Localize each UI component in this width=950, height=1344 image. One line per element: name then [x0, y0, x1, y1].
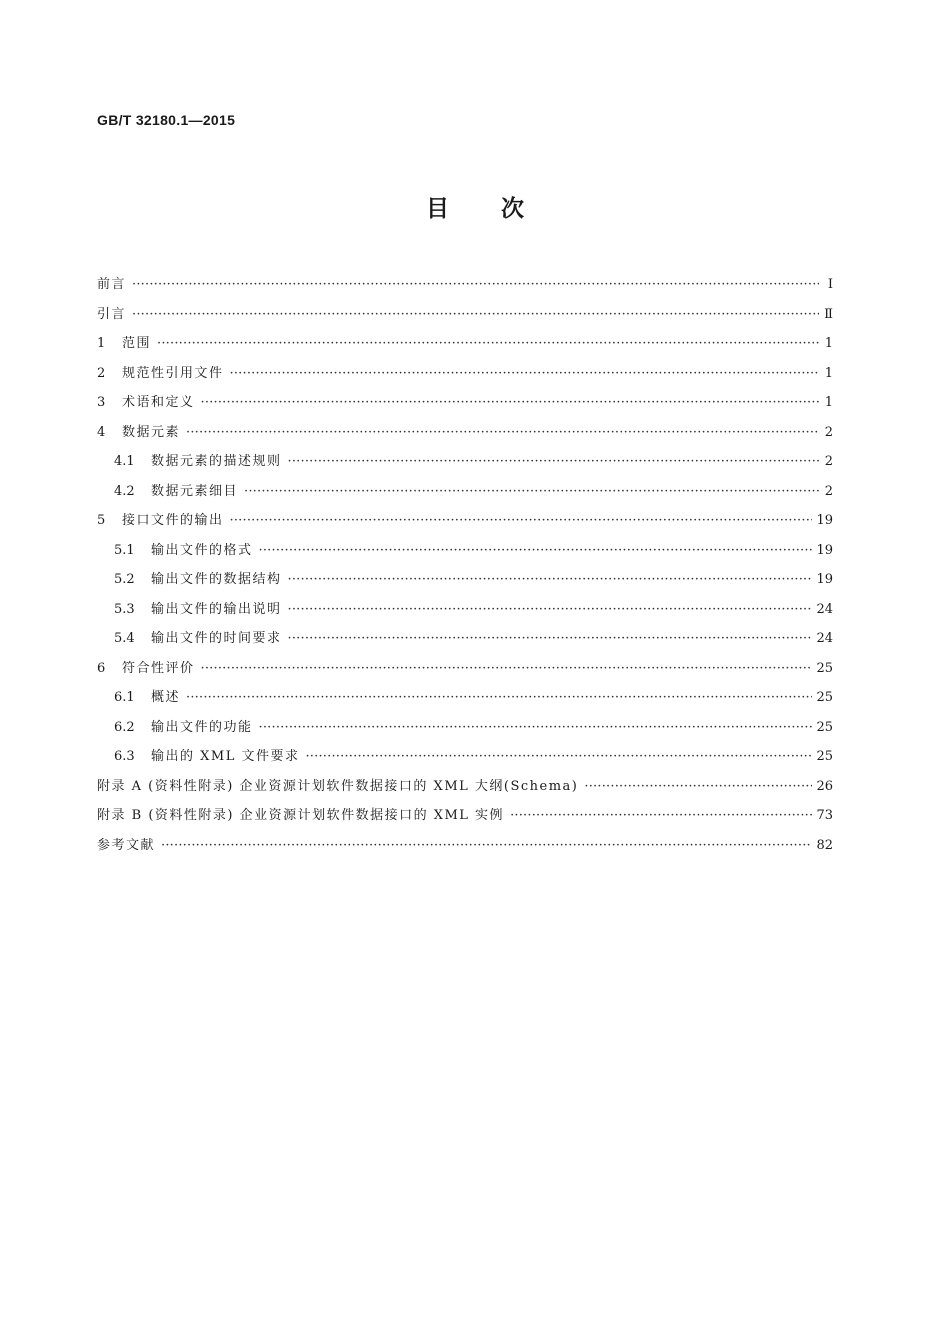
toc-entry-number: 3	[97, 395, 106, 410]
toc-leader	[157, 329, 819, 359]
toc-entry-number: 5.1	[114, 542, 135, 558]
toc-entry-text: 输出文件的时间要求	[151, 631, 282, 646]
toc-entry-text: 概述	[151, 690, 181, 705]
toc-entry-page: 25	[816, 719, 833, 735]
toc-entry-page: Ⅰ	[827, 277, 833, 292]
toc-entry-page: 2	[824, 483, 833, 499]
toc-entry-page: 82	[816, 837, 833, 853]
toc-entry-page: 19	[816, 542, 833, 558]
toc-entry-number: 5.4	[114, 631, 135, 646]
toc-entry-number: 6.1	[114, 690, 135, 705]
toc-entry-text: 附录 A (资料性附录) 企业资源计划软件数据接口的 XML 大纲(Schema)	[97, 778, 579, 794]
toc-leader	[244, 477, 819, 507]
toc-entry-text: 输出文件的输出说明	[151, 601, 282, 617]
table-of-contents	[97, 270, 833, 860]
toc-entry-page: Ⅱ	[824, 306, 833, 322]
toc-entry-number: 2	[97, 365, 106, 381]
toc-leader	[288, 624, 813, 654]
toc-leader	[201, 654, 813, 684]
toc-title: 目次	[426, 196, 576, 222]
toc-entry-number: 5.3	[114, 601, 135, 617]
toc-leader	[132, 300, 819, 330]
standard-code: GB/T 32180.1—2015	[97, 112, 236, 128]
toc-entry-number: 4.2	[114, 483, 135, 499]
toc-entry-page: 25	[816, 749, 833, 764]
toc-entry-5-1[interactable]	[97, 536, 833, 566]
toc-entry-page: 19	[816, 572, 833, 587]
toc-entry-text: 输出文件的功能	[151, 719, 253, 735]
toc-entry-text: 前言	[97, 277, 127, 292]
toc-entry-page: 1	[824, 336, 833, 351]
toc-entry-page: 26	[816, 778, 833, 794]
toc-entry-2[interactable]	[97, 359, 833, 389]
toc-entry-number: 6	[97, 660, 106, 676]
toc-entry-4[interactable]	[97, 418, 833, 448]
toc-entry-5-2[interactable]	[97, 565, 833, 595]
toc-entry-page: 1	[824, 365, 833, 381]
toc-entry-text: 参考文献	[97, 837, 156, 853]
toc-entry-text: 接口文件的输出	[122, 513, 224, 528]
toc-entry-text: 附录 B (资料性附录) 企业资源计划软件数据接口的 XML 实例	[97, 808, 505, 823]
toc-entry-text: 输出文件的格式	[151, 542, 253, 558]
toc-entry-5-4[interactable]	[97, 624, 833, 654]
toc-entry-number: 4.1	[114, 454, 135, 469]
toc-entry-text: 引言	[97, 306, 127, 322]
toc-entry-text: 规范性引用文件	[122, 365, 224, 381]
toc-entry-text: 数据元素	[122, 424, 181, 440]
toc-entry-text: 数据元素的描述规则	[151, 454, 282, 469]
toc-entry-page: 19	[816, 513, 833, 528]
toc-entry-text: 符合性评价	[122, 660, 195, 676]
toc-leader	[305, 742, 812, 772]
toc-entry-page: 24	[816, 631, 833, 646]
toc-entry-page: 2	[824, 454, 833, 469]
toc-leader	[186, 418, 819, 448]
toc-entry-number: 6.3	[114, 749, 135, 764]
toc-entry-6[interactable]	[97, 654, 833, 684]
toc-entry-text: 输出的 XML 文件要求	[151, 749, 300, 764]
toc-entry-1[interactable]	[97, 329, 833, 359]
toc-entry-text: 数据元素细目	[151, 483, 239, 499]
toc-entry-text: 输出文件的数据结构	[151, 572, 282, 587]
toc-entry-page: 24	[816, 601, 833, 617]
toc-entry-page: 1	[824, 395, 833, 410]
toc-leader	[259, 536, 813, 566]
toc-leader	[510, 801, 812, 831]
toc-entry-appendix-b[interactable]	[97, 801, 833, 831]
toc-entry-references[interactable]	[97, 831, 833, 861]
toc-entry-page: 25	[816, 660, 833, 676]
toc-leader	[259, 713, 813, 743]
toc-entry-introduction[interactable]	[97, 300, 833, 330]
toc-entry-number: 5	[97, 513, 106, 528]
toc-entry-4-1[interactable]	[97, 447, 833, 477]
toc-leader	[584, 772, 812, 802]
toc-entry-6-2[interactable]	[97, 713, 833, 743]
toc-leader	[186, 683, 812, 713]
toc-entry-page: 2	[824, 424, 833, 440]
toc-entry-appendix-a[interactable]	[97, 772, 833, 802]
toc-entry-page: 73	[816, 808, 833, 823]
toc-leader	[288, 595, 813, 625]
toc-leader	[230, 506, 813, 536]
toc-entry-text: 范围	[122, 336, 152, 351]
toc-leader	[201, 388, 819, 418]
toc-entry-number: 4	[97, 424, 106, 440]
toc-entry-page: 25	[816, 690, 833, 705]
toc-leader	[288, 565, 813, 595]
toc-entry-number: 1	[97, 336, 106, 351]
toc-entry-number: 6.2	[114, 719, 135, 735]
toc-entry-foreword[interactable]	[97, 270, 833, 300]
toc-entry-6-3[interactable]	[97, 742, 833, 772]
toc-entry-4-2[interactable]	[97, 477, 833, 507]
toc-entry-5[interactable]	[97, 506, 833, 536]
toc-entry-text: 术语和定义	[122, 395, 195, 410]
toc-leader	[230, 359, 819, 389]
toc-leader	[161, 831, 812, 861]
toc-entry-number: 5.2	[114, 572, 135, 587]
toc-leader	[132, 270, 819, 300]
toc-entry-3[interactable]	[97, 388, 833, 418]
toc-entry-5-3[interactable]	[97, 595, 833, 625]
toc-entry-6-1[interactable]	[97, 683, 833, 713]
toc-leader	[288, 447, 819, 477]
